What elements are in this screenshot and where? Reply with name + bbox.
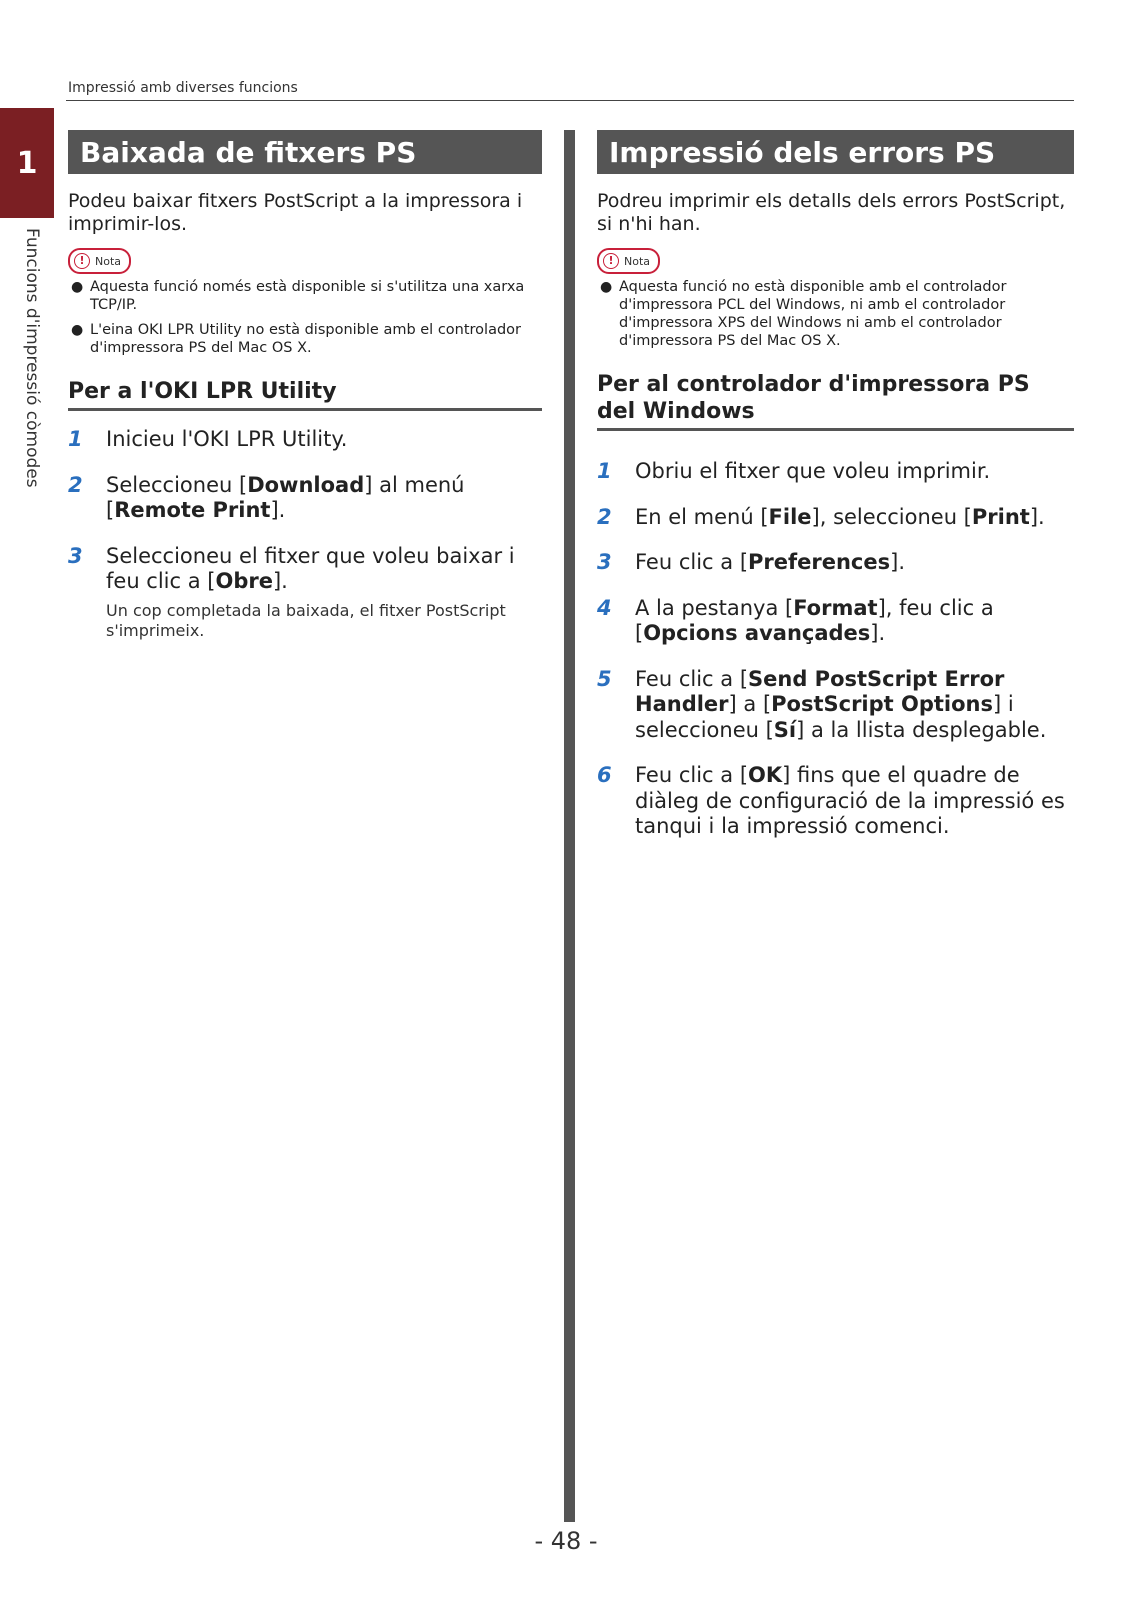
bullet-icon: ● [600,279,613,295]
section-title: Baixada de fitxers PS [68,130,542,174]
note-badge [597,248,660,274]
step-number: 1 [597,459,612,483]
step-list [68,427,542,641]
ui-term: Download [247,472,365,497]
ui-term: PostScript Options [771,692,994,716]
ui-term: OK [748,763,783,787]
step-number: 6 [597,763,612,787]
note-item: ● L'eina OKI LPR Utility no està disponible amb el controlador d'impressora PS del Mac OS X. [71,322,522,356]
note-item: ● Aquesta funció no està disponible amb el controlador d'impressora PCL del Windows, ni amb el controlador d'impressora XPS del Windows ni amb el controlador d'impressora PS del Mac OS X. [600,279,1007,349]
step-number: 2 [597,504,612,529]
section-intro: Podreu imprimir els detalls dels errors PostScript, si n'hi han. [597,190,1066,235]
ui-term: Format [793,595,878,620]
ui-term: File [768,504,812,529]
bullet-icon: ● [71,322,84,338]
step-number: 3 [597,550,612,574]
note-badge [68,248,131,274]
step-item: 1 Obriu el fitxer que voleu imprimir. [597,459,991,483]
step-number: 3 [68,543,83,568]
step-item: 6 Feu clic a [OK] fins que el quadre de diàleg de configuració de la impressió es tanqui i la impressió comenci. [597,763,1065,838]
note-item: ● Aquesta funció només està disponible si s'utilitza una xarxa TCP/IP. [71,279,525,313]
ui-term: Sí [773,717,797,742]
step-note: Un cop completada la baixada, el fitxer PostScript s'imprimeix. [106,600,506,640]
step-number: 5 [597,666,612,691]
step-item: 3 Feu clic a [Preferences]. [597,550,905,574]
warning-icon: ! [603,253,619,269]
ui-term: Print [971,504,1030,529]
section-title: Impressió dels errors PS [597,130,1074,174]
ui-term: Send PostScript Error Handler [635,666,1005,716]
ui-term: Remote Print [114,498,271,522]
left-column [68,130,542,661]
step-list [597,459,1074,840]
header-rule [66,100,1074,101]
ui-term: Obre [215,569,273,593]
step-number: 1 [68,427,83,451]
note-list [68,278,542,357]
chapter-tab: 1 [0,108,54,218]
step-item: 2 En el menú [File], seleccioneu [Print]. [597,504,1045,529]
note-badge-label: Nota [95,254,122,268]
ui-term: Opcions avançades [643,621,871,645]
right-column [597,130,1074,860]
note-list [597,278,1074,350]
step-item: 2 Seleccioneu [Download] al menú [Remote Print]. [68,472,465,522]
page-number: - 48 - [534,1527,598,1555]
column-divider [564,130,575,1522]
chapter-side-label: Funcions d'impressió còmodes [22,228,42,488]
ui-term: Preferences [748,550,891,574]
bullet-icon: ● [71,279,84,295]
step-item: 3 Seleccioneu el fitxer que voleu baixar i feu clic a [Obre]. Un cop completada la baixada, el fitxer PostScript s'imprimeix. [68,544,542,641]
subheading: Per a l'OKI LPR Utility [68,378,542,411]
step-number: 2 [68,472,83,497]
step-item: 4 A la pestanya [Format], feu clic a [Opcions avançades]. [597,595,994,645]
step-item: 5 Feu clic a [Send PostScript Error Handler] a [PostScript Options] i seleccioneu [Sí] a la llista desplegable. [597,666,1047,742]
step-item: 1 Inicieu l'OKI LPR Utility. [68,427,348,451]
running-header: Impressió amb diverses funcions [68,80,298,96]
note-badge-label: Nota [624,254,651,268]
step-number: 4 [597,595,612,620]
section-intro: Podeu baixar fitxers PostScript a la impressora i imprimir-los. [68,190,523,235]
warning-icon: ! [74,253,90,269]
subheading: Per al controlador d'impressora PS del Windows [597,371,1074,431]
